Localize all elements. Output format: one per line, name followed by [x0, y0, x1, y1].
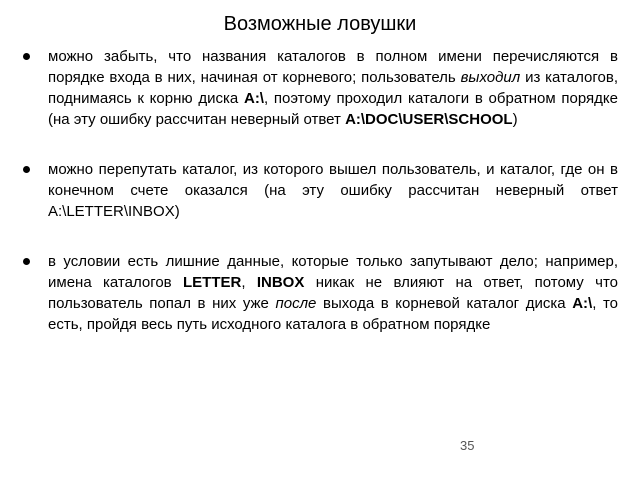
bullet-item-1 — [22, 46, 618, 130]
bullet-2-text: можно перепутать каталог, из которого вышел пользователь, и каталог, где он в конечном счете оказался (на эту ошибку рассчитан неверный ответ A:\LETTER\INBOX) — [48, 161, 618, 220]
bullet-1-part-5: , поэтому проходил каталоги в обратном порядке (на эту ошибку рассчитан неверный ответ — [48, 90, 618, 128]
bullet-dot-icon — [23, 258, 30, 265]
bullet-1-part-3: из каталогов, поднимаясь к корню диска — [48, 69, 618, 107]
bullet-dot-icon — [23, 53, 30, 60]
bullet-1-drive-root: A:\ — [243, 90, 264, 107]
bullet-3-part-1: в условии есть лишние данные, которые только запутывают дело; например, имена каталогов — [48, 253, 618, 291]
page-number: 35 — [460, 438, 475, 453]
bullet-item-2 — [22, 159, 618, 222]
bullet-1-part-7: ) — [512, 111, 518, 128]
bullet-1-text — [48, 48, 618, 128]
bullet-3-text — [48, 253, 618, 333]
bullet-3-emphasis-after: после — [275, 295, 317, 312]
bullet-1-wrong-answer-path: A:\DOC\USER\SCHOOL — [345, 111, 513, 128]
bullet-3-dir-letter: LETTER — [183, 274, 242, 291]
bullet-3-part-7: выхода в корневой каталог диска — [316, 295, 573, 312]
bullet-3-part-3: , — [241, 274, 257, 291]
bullet-3-part-5: никак не влияют на ответ, потому что пользователь попал в них уже — [48, 274, 618, 312]
bullet-3-drive-root: A:\ — [572, 295, 593, 312]
bullet-1-emphasis-exited: выходил — [460, 69, 521, 86]
bullet-list — [22, 46, 618, 335]
bullet-3-part-9: , то есть, пройдя весь путь исходного каталога в обратном порядке — [48, 295, 618, 333]
slide-title: Возможные ловушки — [223, 13, 417, 35]
bullet-3-dir-inbox: INBOX — [256, 274, 305, 291]
bullet-item-3 — [22, 251, 618, 335]
bullet-1-part-1: можно забыть, что названия каталогов в полном имени перечисляются в порядке входа в них, начиная от корневого; пользователь — [48, 48, 618, 86]
bullet-dot-icon — [23, 166, 30, 173]
